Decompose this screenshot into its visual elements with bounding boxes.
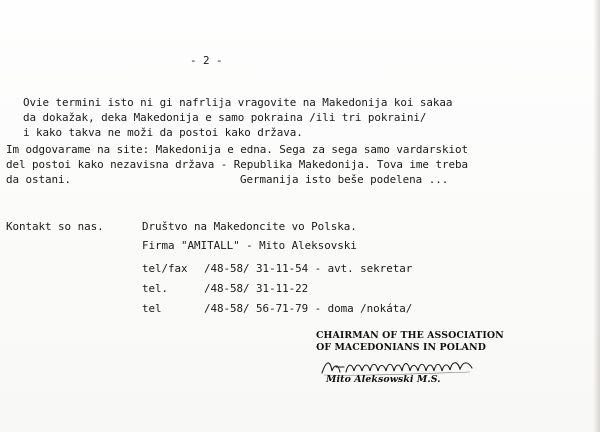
contact-organization: Društvo na Makedoncite vo Polska. — [142, 220, 357, 233]
page-number: - 2 - — [190, 54, 223, 67]
phone-type-2: tel. — [142, 282, 169, 295]
stamp-name: Mito Aleksowski M.S. — [326, 374, 441, 385]
handwritten-signature — [320, 355, 490, 379]
phone-number-3: /48-58/ 56-71-79 - doma /nokáta/ — [204, 302, 413, 315]
page-edge-shadow — [593, 0, 600, 432]
stamp-line-1: CHAIRMAN OF THE ASSOCIATION — [316, 330, 504, 341]
paragraph-1-line-2: da dokažak, deka Makedonija e samo pokraina /ili tri pokraini/ — [23, 111, 427, 124]
contact-firm: Firma "AMITALL" - Mito Aleksovski — [142, 239, 357, 252]
phone-number-1: /48-58/ 31-11-54 - avt. sekretar — [204, 262, 413, 275]
paragraph-2-line-4: Germanija isto beše podelena ... — [240, 173, 449, 186]
paragraph-1-line-1: Ovie termini isto ni gi nafrlija vragovite na Makedonija koi sakaa — [23, 96, 453, 109]
paragraph-2-line-2: del postoi kako nezavisna država - Republika Makedonija. Tova ime treba — [6, 158, 468, 171]
stamp-line-2: OF MACEDONIANS IN POLAND — [316, 342, 486, 353]
phone-type-3: tel — [142, 302, 162, 315]
contact-intro: Kontakt so nas. — [6, 220, 104, 233]
paragraph-1-line-3: i kako takva ne moži da postoi kako država. — [23, 126, 303, 139]
paragraph-2-line-3: da ostani. — [6, 173, 72, 186]
phone-type-1: tel/fax — [142, 262, 188, 275]
phone-number-2: /48-58/ 31-11-22 — [204, 282, 309, 295]
paragraph-2-line-1: Im odgovarame na site: Makedonija e edna. Sega za sega samo vardarskiot — [6, 143, 468, 156]
